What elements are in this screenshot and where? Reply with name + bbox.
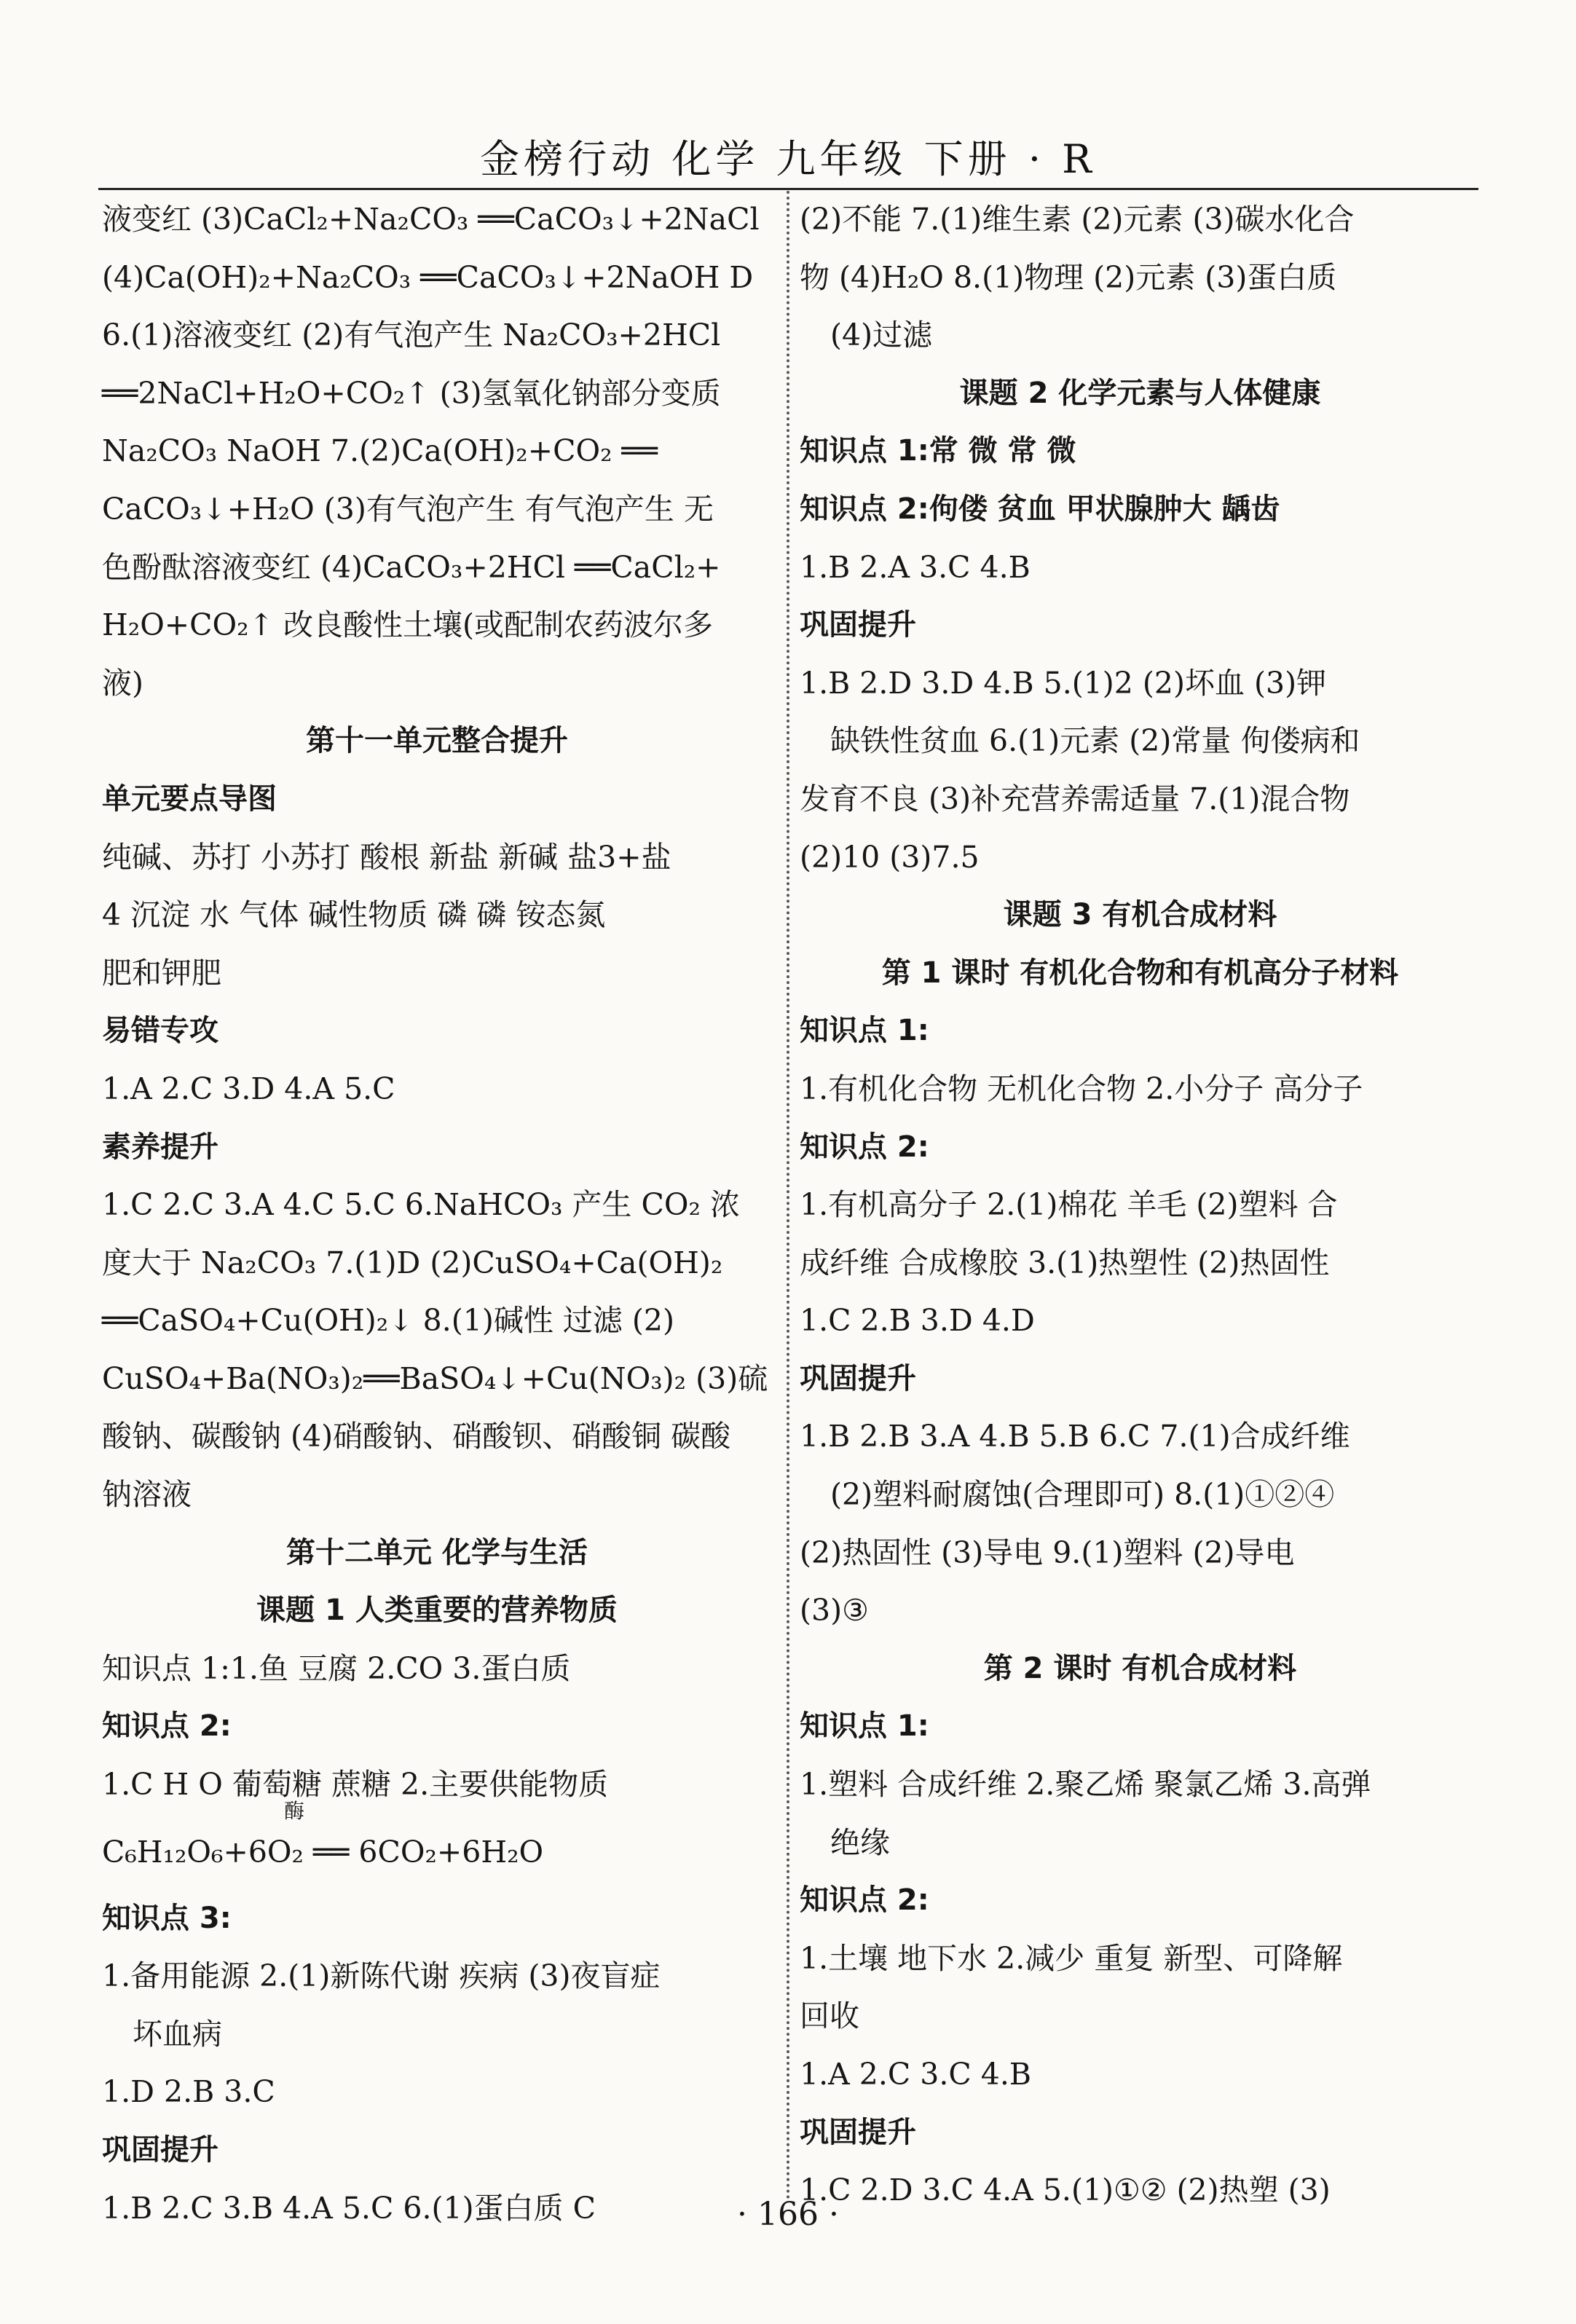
answer-line: 1.A 2.C 3.D 4.A 5.C xyxy=(102,1071,395,1106)
left-column xyxy=(102,191,772,2237)
text-line: (3)③ xyxy=(800,1593,869,1628)
section-heading: 知识点 1: xyxy=(800,1709,929,1744)
text-line: 1.有机化合物 无机化合物 2.小分子 高分子 xyxy=(800,1071,1363,1106)
text-line: 知识点 1:1.鱼 豆腐 2.CO 3.蛋白质 xyxy=(102,1650,571,1686)
equation xyxy=(102,1798,544,1890)
page-number: · 166 · xyxy=(737,2196,839,2233)
period-heading: 第 2 课时 有机合成材料 xyxy=(983,1651,1297,1685)
text-line: (2)10 (3)7.5 xyxy=(800,839,980,875)
lesson-heading: 课题 3 有机合成材料 xyxy=(1003,898,1277,932)
section-heading: 知识点 2: xyxy=(800,1883,929,1918)
text-line: 1.备用能源 2.(1)新陈代谢 疾病 (3)夜盲症 xyxy=(102,1958,661,1994)
section-heading: 素养提升 xyxy=(102,1130,218,1164)
section-heading: 巩固提升 xyxy=(800,608,916,642)
text-line: H₂O+CO₂↑ 改良酸性土壤(或配制农药波尔多 xyxy=(102,607,713,643)
answer-line: 1.D 2.B 3.C xyxy=(102,2074,275,2110)
equation-text: C₆H₁₂O₆+6O₂ ══ 6CO₂+6H₂O xyxy=(102,1834,544,1870)
text-line: ══CaSO₄+Cu(OH)₂↓ 8.(1)碱性 过滤 (2) xyxy=(102,1303,674,1339)
answer-line: 1.B 2.A 3.C 4.B xyxy=(800,549,1031,585)
text-line: 1.塑料 合成纤维 2.聚乙烯 聚氯乙烯 3.高弹 xyxy=(800,1767,1371,1803)
section-heading: 知识点 1: xyxy=(800,1014,929,1048)
header-rule xyxy=(98,188,1478,190)
period-heading: 第 1 课时 有机化合物和有机高分子材料 xyxy=(881,956,1399,990)
text-line: 1.土壤 地下水 2.减少 重复 新型、可降解 xyxy=(800,1940,1343,1976)
section-heading: 知识点 2: xyxy=(102,1709,232,1744)
text-line: 1.B 2.D 3.D 4.B 5.(1)2 (2)坏血 (3)钾 xyxy=(800,665,1327,701)
section-heading: 知识点 1:常 微 常 微 xyxy=(800,434,1076,468)
text-line: 纯碱、苏打 小苏打 酸根 新盐 新碱 盐3+盐 xyxy=(102,839,671,875)
text-line: 物 (4)H₂O 8.(1)物理 (2)元素 (3)蛋白质 xyxy=(800,259,1337,295)
section-heading: 巩固提升 xyxy=(800,1361,916,1395)
text-line: 1.C H O 葡萄糖 蔗糖 2.主要供能物质 xyxy=(102,1767,609,1803)
text-line: ══2NaCl+H₂O+CO₂↑ (3)氢氧化钠部分变质 xyxy=(102,375,721,411)
right-column xyxy=(800,191,1481,2220)
text-line: 1.B 2.C 3.B 4.A 5.C 6.(1)蛋白质 C xyxy=(102,2190,596,2226)
section-heading: 知识点 2: xyxy=(800,1130,929,1164)
text-line: 缺铁性贫血 6.(1)元素 (2)常量 佝偻病和 xyxy=(830,723,1360,759)
section-heading: 巩固提升 xyxy=(102,2133,218,2167)
text-line: 绝缘 xyxy=(830,1824,890,1860)
text-line: 1.C 2.C 3.A 4.C 5.C 6.NaHCO₃ 产生 CO₂ 浓 xyxy=(102,1187,740,1223)
text-line: CaCO₃↓+H₂O (3)有气泡产生 有气泡产生 无 xyxy=(102,491,714,527)
section-heading: 知识点 2:佝偻 贫血 甲状腺肿大 龋齿 xyxy=(800,492,1280,526)
text-line: (4)Ca(OH)₂+Na₂CO₃ ══CaCO₃↓+2NaOH D xyxy=(102,259,754,295)
enzyme-label: 酶 xyxy=(284,1798,305,1823)
column-divider xyxy=(787,191,789,2201)
text-line: 1.B 2.B 3.A 4.B 5.B 6.C 7.(1)合成纤维 xyxy=(800,1419,1350,1454)
unit-heading: 第十二单元 化学与生活 xyxy=(286,1535,588,1569)
text-line: 1.有机高分子 2.(1)棉花 羊毛 (2)塑料 合 xyxy=(800,1187,1338,1223)
text-line: 色酚酞溶液变红 (4)CaCO₃+2HCl ══CaCl₂+ xyxy=(102,549,721,585)
answer-line: 1.C 2.B 3.D 4.D xyxy=(800,1303,1035,1339)
text-line: (2)热固性 (3)导电 9.(1)塑料 (2)导电 xyxy=(800,1535,1295,1570)
text-line: 度大于 Na₂CO₃ 7.(1)D (2)CuSO₄+Ca(OH)₂ xyxy=(102,1245,723,1280)
text-line: 钠溶液 xyxy=(102,1477,192,1513)
lesson-heading: 课题 2 化学元素与人体健康 xyxy=(959,376,1321,410)
text-line: 肥和钾肥 xyxy=(102,955,221,990)
text-line: (2)塑料耐腐蚀(合理即可) 8.(1)①②④ xyxy=(830,1477,1335,1513)
text-line: 液变红 (3)CaCl₂+Na₂CO₃ ══CaCO₃↓+2NaCl xyxy=(102,202,760,237)
text-line: 发育不良 (3)补充营养需适量 7.(1)混合物 xyxy=(800,781,1350,816)
text-line: (2)不能 7.(1)维生素 (2)元素 (3)碳水化合 xyxy=(800,202,1355,237)
text-line: Na₂CO₃ NaOH 7.(2)Ca(OH)₂+CO₂ ══ xyxy=(102,433,658,469)
text-line: 回收 xyxy=(800,1998,859,2034)
section-heading: 知识点 3: xyxy=(102,1901,232,1935)
text-line: 液) xyxy=(102,665,143,701)
answer-line: 1.A 2.C 3.C 4.B xyxy=(800,2057,1032,2092)
section-heading: 单元要点导图 xyxy=(102,781,277,816)
running-header: 金榜行动 化学 九年级 下册 · R xyxy=(480,136,1096,182)
text-line: CuSO₄+Ba(NO₃)₂══BaSO₄↓+Cu(NO₃)₂ (3)硫 xyxy=(102,1360,768,1396)
text-line: (4)过滤 xyxy=(830,318,933,353)
text-line: 4 沉淀 水 气体 碱性物质 磷 磷 铵态氮 xyxy=(102,897,606,933)
text-line: 1.C 2.D 3.C 4.A 5.(1)①② (2)热塑 (3) xyxy=(800,2173,1331,2208)
unit-heading: 第十一单元整合提升 xyxy=(306,724,568,758)
text-line: 成纤维 合成橡胶 3.(1)热塑性 (2)热固性 xyxy=(800,1245,1330,1280)
section-heading: 易错专攻 xyxy=(102,1014,218,1048)
text-line: 坏血病 xyxy=(133,2016,222,2052)
section-heading: 巩固提升 xyxy=(800,2115,916,2149)
lesson-heading: 课题 1 人类重要的营养物质 xyxy=(256,1594,618,1628)
equation-line xyxy=(102,1798,772,1890)
text-line: 酸钠、碳酸钠 (4)硝酸钠、硝酸钡、硝酸铜 碳酸 xyxy=(102,1419,731,1454)
text-line: 6.(1)溶液变红 (2)有气泡产生 Na₂CO₃+2HCl xyxy=(102,318,721,353)
